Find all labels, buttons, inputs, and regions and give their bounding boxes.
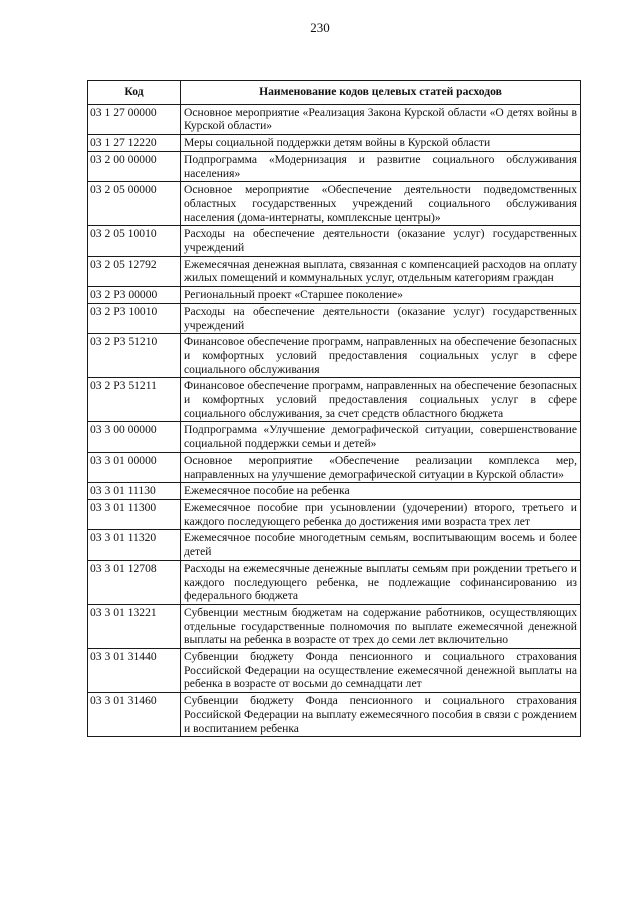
table-row: [88, 422, 581, 452]
table-row: [88, 151, 581, 181]
row-name-cell: Ежемесячное пособие многодетным семьям, воспитывающим восемь и более детей: [181, 530, 581, 560]
row-code-cell: 03 3 01 11320: [88, 530, 181, 560]
row-name-cell: Ежемесячное пособие на ребенка: [181, 483, 581, 500]
row-code-cell: 03 2 00 00000: [88, 151, 181, 181]
table-row: [88, 104, 581, 134]
table-row: [88, 483, 581, 500]
row-code-cell: 03 1 27 00000: [88, 104, 181, 134]
table-row: [88, 693, 581, 737]
row-name-cell: Региональный проект «Старшее поколение»: [181, 287, 581, 304]
row-code-cell: 03 2 P3 00000: [88, 287, 181, 304]
row-code-cell: 03 2 05 12792: [88, 256, 181, 286]
row-name-cell: Основное мероприятие «Обеспечение деятельности подведомственных областных государственных учреждений социального обслуживания населения (дома-интернаты, комплексные центры)»: [181, 182, 581, 226]
column-header-name: Наименование кодов целевых статей расходов: [181, 81, 581, 105]
row-code-cell: 03 3 01 11130: [88, 483, 181, 500]
budget-codes-table-wrapper: [87, 80, 580, 737]
row-code-cell: 03 3 01 13221: [88, 604, 181, 648]
table-row: [88, 649, 581, 693]
row-code-cell: 03 1 27 12220: [88, 135, 181, 152]
table-row: [88, 499, 581, 529]
row-name-cell: Ежемесячное пособие при усыновлении (удочерении) второго, третьего и каждого последующего ребенка до достижения ими возраста трех лет: [181, 499, 581, 529]
row-code-cell: 03 3 00 00000: [88, 422, 181, 452]
table-row: [88, 378, 581, 422]
row-name-cell: Основное мероприятие «Обеспечение реализации комплекса мер, направленных на улучшение демографической ситуации в Курской области»: [181, 452, 581, 482]
table-row: [88, 452, 581, 482]
row-name-cell: Ежемесячная денежная выплата, связанная с компенсацией расходов на оплату жилых помещений и коммунальных услуг, отдельным категориям граждан: [181, 256, 581, 286]
row-name-cell: Субвенции бюджету Фонда пенсионного и социального страхования Российской Федерации на осуществление ежемесячной денежной выплаты на ребенка в возрасте от восьми до семнадцати лет: [181, 649, 581, 693]
row-code-cell: 03 2 05 10010: [88, 226, 181, 256]
row-name-cell: Финансовое обеспечение программ, направленных на обеспечение безопасных и комфортных условий предоставления социальных услуг в сфере социального обслуживания: [181, 334, 581, 378]
table-header-row: [88, 81, 581, 105]
row-name-cell: Финансовое обеспечение программ, направленных на обеспечение безопасных и комфортных условий предоставления социальных услуг в сфере социального обслуживания, за счет средств областного бюджета: [181, 378, 581, 422]
row-code-cell: 03 2 P3 51210: [88, 334, 181, 378]
table-row: [88, 135, 581, 152]
row-code-cell: 03 3 01 31460: [88, 693, 181, 737]
column-header-code: Код: [88, 81, 181, 105]
row-code-cell: 03 3 01 31440: [88, 649, 181, 693]
row-code-cell: 03 2 P3 10010: [88, 303, 181, 333]
row-name-cell: Основное мероприятие «Реализация Закона Курской области «О детях войны в Курской области»: [181, 104, 581, 134]
table-body: [88, 104, 581, 737]
row-name-cell: Подпрограмма «Улучшение демографической ситуации, совершенствование социальной поддержки семьи и детей»: [181, 422, 581, 452]
table-row: [88, 303, 581, 333]
table-row: [88, 560, 581, 604]
row-code-cell: 03 3 01 00000: [88, 452, 181, 482]
row-name-cell: Субвенции бюджету Фонда пенсионного и социального страхования Российской Федерации на выплату ежемесячного пособия в связи с рождением и воспитанием ребенка: [181, 693, 581, 737]
row-code-cell: 03 2 P3 51211: [88, 378, 181, 422]
table-row: [88, 604, 581, 648]
budget-codes-table: [87, 80, 581, 737]
row-code-cell: 03 3 01 11300: [88, 499, 181, 529]
table-row: [88, 530, 581, 560]
row-code-cell: 03 3 01 12708: [88, 560, 181, 604]
table-row: [88, 182, 581, 226]
row-code-cell: 03 2 05 00000: [88, 182, 181, 226]
row-name-cell: Расходы на ежемесячные денежные выплаты семьям при рождении третьего и каждого последующего ребенка, не подлежащие софинансированию из федерального бюджета: [181, 560, 581, 604]
row-name-cell: Подпрограмма «Модернизация и развитие социального обслуживания населения»: [181, 151, 581, 181]
table-row: [88, 226, 581, 256]
table-row: [88, 256, 581, 286]
row-name-cell: Расходы на обеспечение деятельности (оказание услуг) государственных учреждений: [181, 226, 581, 256]
row-name-cell: Меры социальной поддержки детям войны в Курской области: [181, 135, 581, 152]
row-name-cell: Расходы на обеспечение деятельности (оказание услуг) государственных учреждений: [181, 303, 581, 333]
row-name-cell: Субвенции местным бюджетам на содержание работников, осуществляющих отдельные государственные полномочия по выплате ежемесячной денежной выплаты на ребенка в возрасте от трех до семи лет включительно: [181, 604, 581, 648]
page-number: 230: [310, 20, 330, 35]
table-row: [88, 287, 581, 304]
table-row: [88, 334, 581, 378]
